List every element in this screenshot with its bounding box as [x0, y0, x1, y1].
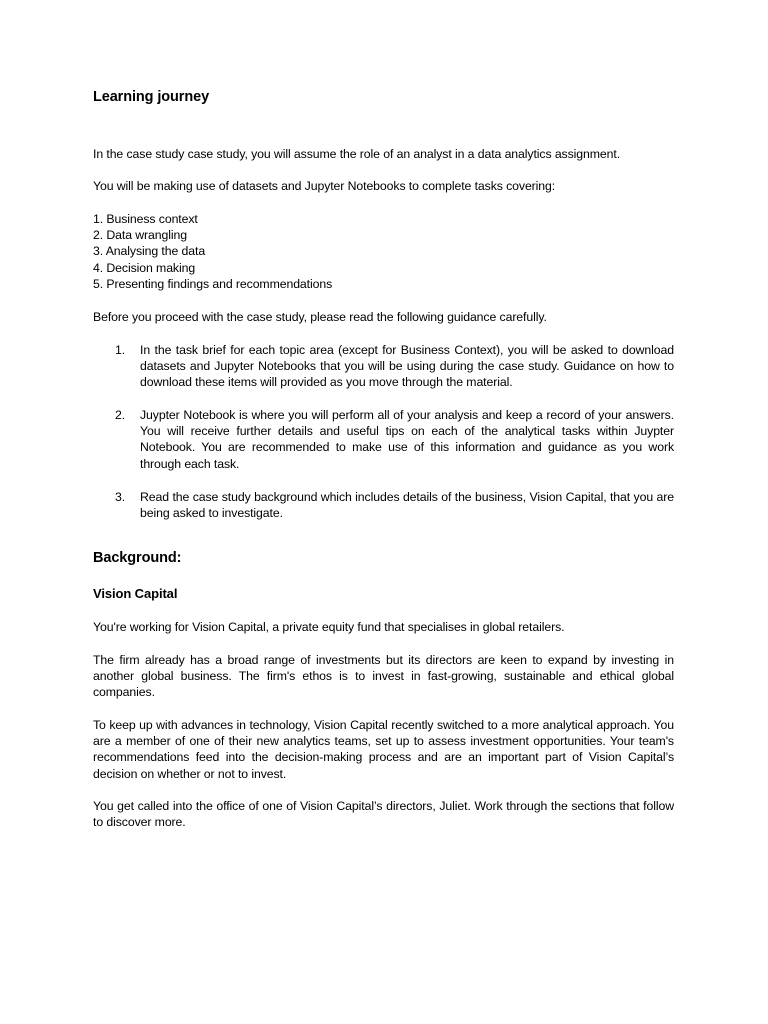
list-number: 3. [115, 490, 126, 504]
guidance-intro: Before you proceed with the case study, please read the following guidance carefully. [93, 310, 547, 324]
background-heading: Background: [93, 550, 182, 566]
list-item: 5. Presenting findings and recommendations [93, 276, 333, 291]
list-text: Read the case study background which includes details of the business, Vision Capital, that you are being asked to investigate. [140, 490, 674, 521]
background-paragraph: You're working for Vision Capital, a private equity fund that specialises in global retailers. [93, 620, 565, 634]
background-paragraph: To keep up with advances in technology, Vision Capital recently switched to a more analytical approach. You are a member of one of their new analytics teams, set up to assess investment opportunities. Your team's recommendations feed into the decision-making process and are an important part of Vision Capital’s decision on whether or not to invest. [93, 718, 674, 781]
list-number: 1. [115, 343, 126, 357]
list-number: 2. [115, 408, 126, 422]
list-item: 2. Data wrangling [93, 228, 187, 243]
company-heading: Vision Capital [93, 586, 178, 601]
list-item [93, 342, 674, 391]
background-paragraph: The firm already has a broad range of investments but its directors are keen to expand by investing in another global business. The firm's ethos is to invest in fast-growing, sustainable and ethical global companies. [93, 653, 674, 700]
list-text: Juypter Notebook is where you will perform all of your analysis and keep a record of your answers. You will receive further details and useful tips on each of the analytical tasks within Juypter Notebook. You are recommended to make use of this information and guidance as you work through each task. [140, 408, 674, 471]
intro-tasks-paragraph: You will be making use of datasets and Jupyter Notebooks to complete tasks covering: [93, 179, 556, 193]
topics-list [93, 211, 674, 292]
intro-paragraph: In the case study case study, you will assume the role of an analyst in a data analytics assignment. [93, 147, 621, 161]
list-text: In the task brief for each topic area (except for Business Context), you will be asked to download datasets and Jupyter Notebooks that you will be using during the case study. Guidance on how to download these items will provided as you move through the material. [140, 343, 674, 390]
list-item: 1. Business context [93, 212, 198, 226]
background-paragraph: You get called into the office of one of Vision Capital’s directors, Juliet. Work through the sections that follow to discover more. [93, 799, 674, 830]
list-item: 4. Decision making [93, 260, 196, 275]
list-item [93, 489, 674, 521]
list-item [93, 407, 674, 472]
page-title: Learning journey [93, 89, 210, 105]
list-item: 3. Analysing the data [93, 244, 206, 259]
